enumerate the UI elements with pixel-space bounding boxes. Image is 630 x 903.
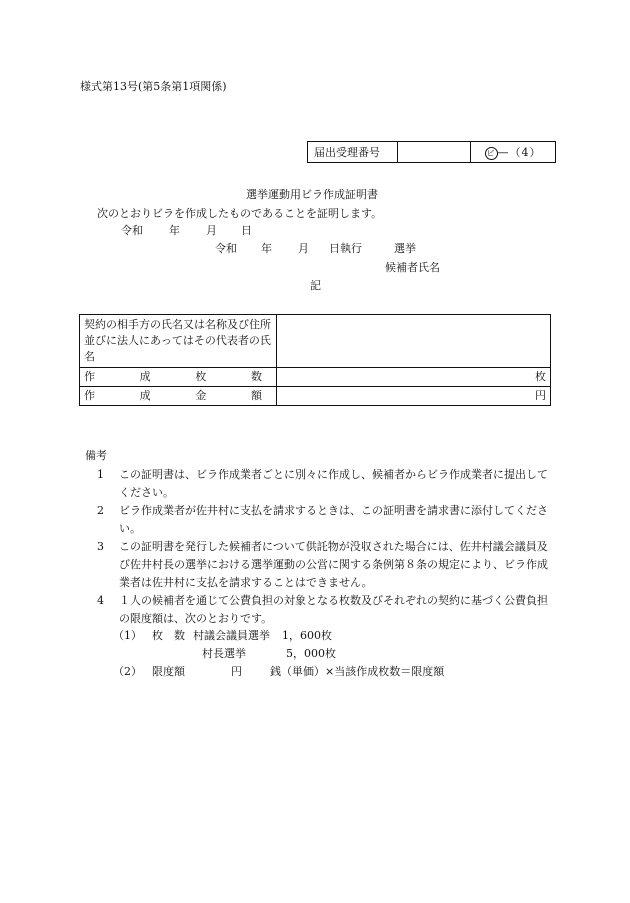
receipt-number-field [398,142,471,163]
assembly-election: 村議会議員選挙 [193,629,270,642]
document-title: 選挙運動用ビラ作成証明書 [246,188,378,201]
remark-note [97,502,555,538]
note-number: 4 [97,594,104,607]
mayor-count-line [202,647,336,661]
receipt-number-table [307,141,556,163]
item-number: （1） [113,629,142,642]
count-label: 枚 数 [152,629,185,642]
month-label: 月 [206,224,217,237]
remark-note [97,592,555,628]
month-label: 月 [298,242,309,255]
era: 令和 [121,224,143,237]
amount-label [80,387,277,406]
count-char: 作 [84,370,95,383]
note-text: この証明書を発行した候補者について供託物が没収された場合には、佐井村議会議員及び佐井村長の選挙における選挙運動の公営に関する条例第８条の規定により、ビラ作成業者は佐井村に支払を請求することはできません。 [119,540,548,589]
count-label [80,368,277,387]
certify-statement: 次のとおりビラを作成したものであることを証明します。 [97,207,383,220]
held-label: 日執行 [329,242,362,255]
ki-heading: 記 [310,279,321,292]
amount-char: 額 [250,389,262,402]
note-text: ビラ作成業者が佐井村に支払を請求するときは、この証明書を請求書に添付してください。 [119,504,548,535]
count-char: 数 [250,370,262,383]
circled-bi-mark: ビ [486,148,496,158]
amount-char: 金 [195,389,207,402]
sen-label: 銭 [270,665,281,678]
era: 令和 [215,242,237,255]
mayor-election: 村長選挙 [202,647,246,660]
count-char: 成 [139,370,151,383]
form-number: 様式第13号(第5条第1項関係) [80,80,227,93]
note-number: 2 [97,504,104,517]
receipt-number-value [471,142,556,163]
amount-char: 成 [139,389,151,402]
election-date-line [215,242,416,256]
mayor-count: 5，000枚 [286,647,336,660]
item-number: （2） [113,665,142,678]
note-text: １人の候補者を通じて公費負担の対象となる枚数及びそれぞれの契約に基づく公費負担の限度額は、次のとおりです。 [119,594,548,625]
amount-unit: 円 [277,387,551,406]
yen-label: 円 [231,665,242,678]
count-char: 枚 [195,370,207,383]
election-label: 選挙 [394,242,416,255]
contract-party-label: 契約の相手方の氏名又は名称及び住所並びに法人にあってはその代表者の氏名 [80,315,277,368]
limit-formula: （単価）×当該作成枚数＝限度額 [281,665,445,678]
receipt-number-label: 届出受理番号 [308,142,398,163]
issue-date-line [121,224,252,238]
note-number: 3 [97,540,104,553]
note-text: この証明書は、ビラ作成業者ごとに別々に作成し、候補者からビラ作成業者に提出してください。 [119,468,548,499]
remarks-title: 備考 [85,449,107,462]
contract-party-value [277,315,551,368]
candidate-name-label: 候補者氏名 [385,261,440,274]
year-label: 年 [169,224,180,237]
receipt-suffix: —（4） [497,146,542,159]
remark-note [97,538,555,592]
remark-note [97,466,555,502]
limit-count-line [113,629,332,643]
count-unit: 枚 [277,368,551,387]
limit-amount-line [113,665,444,679]
contract-table [79,314,551,406]
assembly-count: 1，600枚 [282,629,332,642]
year-label: 年 [261,242,272,255]
limit-label: 限度額 [152,665,185,678]
amount-char: 作 [84,389,95,402]
day-label: 日 [241,224,252,237]
note-number: 1 [97,468,104,481]
